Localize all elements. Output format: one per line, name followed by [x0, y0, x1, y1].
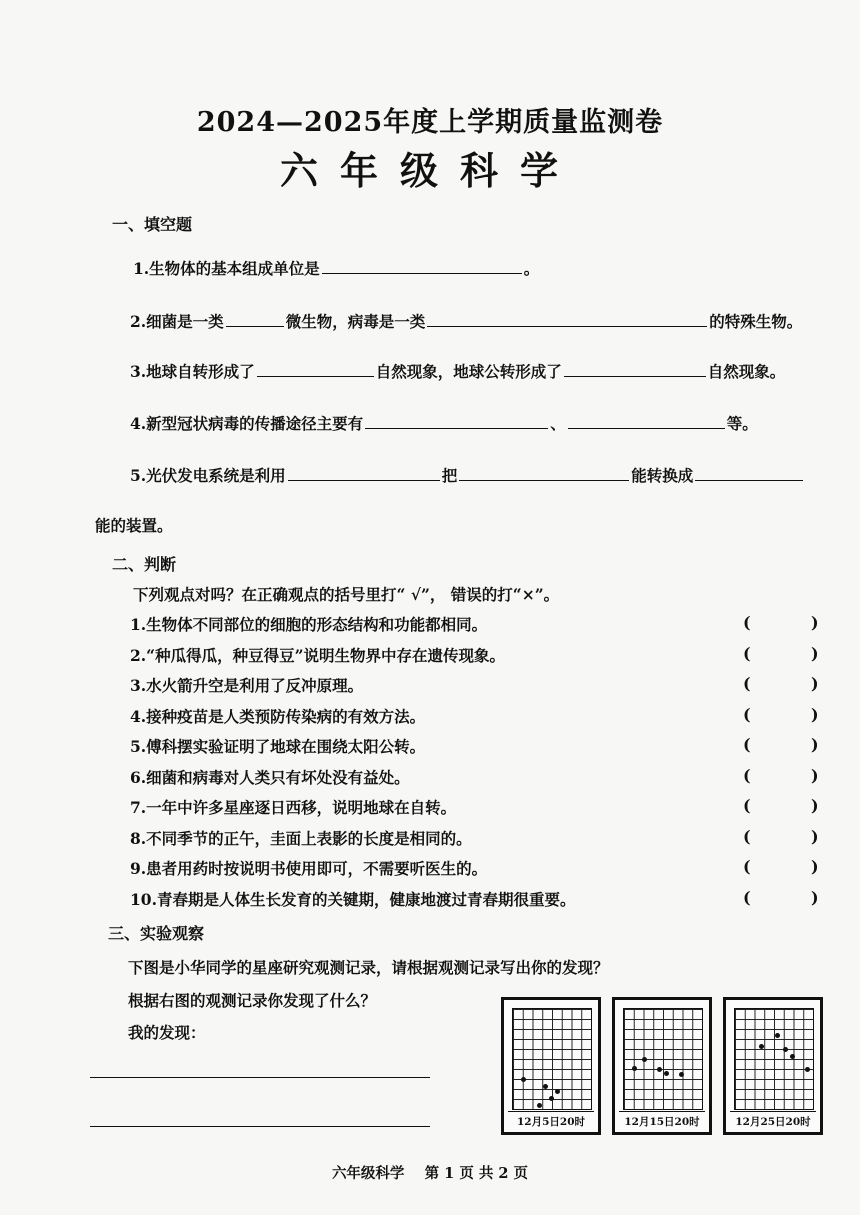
answer-blank[interactable] [695, 466, 803, 481]
answer-paren-open[interactable]: ( [743, 613, 751, 632]
record-date: 12月25日20时 [730, 1111, 816, 1129]
answer-paren-close: ) [811, 674, 819, 693]
judgement-item: 7.一年中许多星座逐日西移，说明地球在自转。 [130, 798, 457, 817]
answer-blank[interactable] [459, 466, 629, 481]
question-3 [130, 360, 785, 382]
answer-paren-close: ) [811, 857, 819, 876]
judgement-item: 3.水火箭升空是利用了反冲原理。 [130, 676, 364, 695]
judgement-instruction: 下列观点对吗？在正确观点的括号里打“ √”， 错误的打“×”。 [133, 585, 560, 604]
answer-paren-open[interactable]: ( [743, 887, 751, 907]
question-text: 2.细菌是一类 [130, 312, 224, 331]
judgement-item: 4.接种疫苗是人类预防传染病的有效方法。 [130, 706, 426, 726]
answer-paren-open[interactable]: ( [743, 826, 751, 846]
star-dot [759, 1044, 764, 1049]
judgement-item: 6.细菌和病毒对人类只有坏处没有益处。 [130, 767, 410, 787]
question-2 [130, 310, 802, 332]
star-grid [512, 1008, 592, 1110]
star-dot [632, 1066, 637, 1071]
judgement-item: 1.生物体不同部位的细胞的形态结构和功能都相同。 [130, 615, 488, 634]
star-dot [679, 1072, 684, 1077]
section-heading-judgement: 二、判断 [112, 555, 177, 574]
answer-paren-close: ) [811, 704, 819, 724]
subject-title: 六年级科学 [279, 148, 580, 193]
star-dot [549, 1096, 554, 1101]
answer-line[interactable] [90, 1126, 430, 1127]
judgement-item: 8.不同季节的正午，圭面上表影的长度是相同的。 [130, 828, 472, 848]
answer-paren-open[interactable]: ( [743, 643, 751, 663]
star-dot [805, 1067, 810, 1072]
question-text: 能转换成 [631, 466, 694, 485]
observation-question: 根据右图的观测记录你发现了什么？ [128, 991, 377, 1010]
question-text: 自然现象。 [707, 362, 786, 381]
judgement-item: 10.青春期是人体生长发育的关键期，健康地渡过青春期很重要。 [130, 889, 576, 909]
answer-paren-close: ) [811, 887, 819, 907]
answer-line[interactable] [90, 1077, 430, 1078]
answer-paren-open[interactable]: ( [743, 857, 751, 876]
star-dot [555, 1089, 560, 1094]
answer-paren-open[interactable]: ( [743, 796, 751, 815]
answer-blank[interactable] [568, 414, 725, 429]
judgement-item: 5.傅科摆实验证明了地球在围绕太阳公转。 [130, 737, 426, 756]
answer-blank[interactable] [288, 466, 440, 481]
star-dot [664, 1071, 669, 1076]
star-record-2 [612, 997, 712, 1135]
question-text: 。 [523, 259, 540, 278]
answer-blank[interactable] [322, 259, 522, 274]
record-date: 12月15日20时 [619, 1111, 705, 1129]
question-4 [130, 412, 758, 434]
star-dot [657, 1067, 662, 1072]
answer-blank[interactable] [564, 362, 706, 377]
answer-paren-close: ) [811, 643, 819, 663]
question-5-continued: 能的装置。 [95, 516, 173, 535]
question-text: 微生物，病毒是一类 [285, 312, 426, 331]
star-dot [790, 1054, 795, 1059]
star-dot [642, 1057, 647, 1062]
judgement-item: 9.患者用药时按说明书使用即可，不需要听医生的。 [130, 859, 488, 878]
star-dot [543, 1084, 548, 1089]
star-dot [775, 1033, 780, 1038]
answer-paren-open[interactable]: ( [743, 765, 751, 785]
star-grid [734, 1008, 814, 1110]
star-dot [521, 1077, 526, 1082]
answer-paren-close: ) [811, 613, 819, 632]
section-heading-observation: 三、实验观察 [108, 924, 205, 943]
question-text: 5.光伏发电系统是利用 [130, 466, 286, 485]
answer-paren-close: ) [811, 826, 819, 846]
my-finding-label: 我的发现： [128, 1023, 206, 1042]
answer-paren-close: ) [811, 765, 819, 785]
star-dot [783, 1047, 788, 1052]
record-date: 12月5日20时 [508, 1111, 594, 1129]
star-record-3 [723, 997, 823, 1135]
answer-blank[interactable] [365, 414, 548, 429]
question-text: 的特殊生物。 [709, 312, 803, 331]
question-text: 3.地球自转形成了 [130, 362, 255, 381]
page-footer: 六年级科学 第 1 页 共 2 页 [331, 1165, 529, 1182]
answer-blank[interactable] [427, 312, 707, 327]
answer-paren-open[interactable]: ( [743, 735, 751, 754]
question-text: 等。 [726, 414, 758, 433]
answer-paren-open[interactable]: ( [743, 674, 751, 693]
judgement-item: 2.“种瓜得瓜，种豆得豆”说明生物界中存在遗传现象。 [130, 645, 506, 665]
question-text: 、 [550, 414, 566, 433]
question-text: 把 [441, 466, 458, 485]
star-record-1 [501, 997, 601, 1135]
observation-prompt: 下图是小华同学的星座研究观测记录，请根据观测记录写出你的发现？ [128, 958, 609, 977]
star-grid [623, 1008, 703, 1110]
answer-paren-open[interactable]: ( [743, 704, 751, 724]
answer-paren-close: ) [811, 735, 819, 754]
answer-paren-close: ) [811, 796, 819, 815]
question-1 [133, 257, 539, 279]
star-dot [537, 1103, 542, 1108]
question-text: 1.生物体的基本组成单位是 [133, 259, 320, 278]
answer-blank[interactable] [226, 312, 284, 327]
question-text: 4.新型冠状病毒的传播途径主要有 [130, 414, 364, 433]
answer-blank[interactable] [257, 362, 374, 377]
question-text: 自然现象，地球公转形成了 [375, 362, 562, 381]
section-heading-fill-blank: 一、填空题 [112, 215, 193, 234]
question-5 [130, 464, 805, 486]
exam-title: 2024—2025年度上学期质量监测卷 [196, 107, 664, 138]
